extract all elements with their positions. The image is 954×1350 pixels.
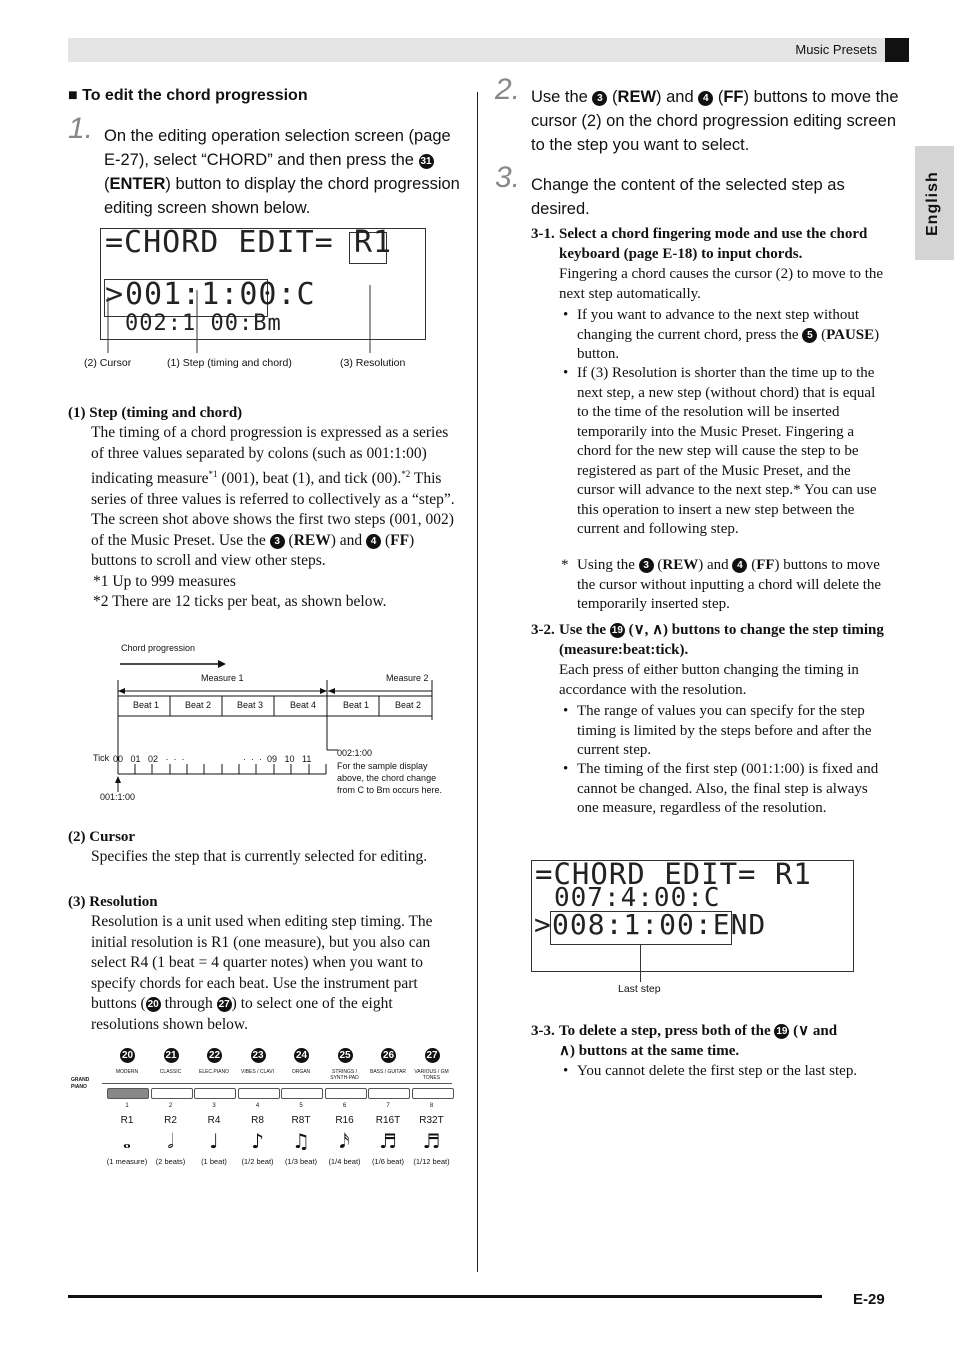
substep-3-3-title: To delete a step, press both of the 19 (∨ and ∧) buttons at the same time. [559, 1023, 838, 1059]
part-category-label: ORGAN [291, 1069, 311, 1075]
part-button-number-icon: 20 [121, 1050, 134, 1061]
part-button[interactable] [107, 1088, 149, 1099]
part-button-number-icon: 25 [339, 1050, 351, 1061]
note-icon: ♬ [422, 1129, 441, 1153]
resolution-value: R2 [164, 1115, 177, 1126]
item3-title: (3) Resolution [68, 894, 158, 910]
part-index-label: 4 [255, 1103, 260, 1109]
note-icon: ♩ [209, 1129, 219, 1153]
beat-label: Beat 2 [185, 700, 212, 710]
part-index-label: 8 [429, 1103, 434, 1109]
part-button[interactable] [412, 1088, 454, 1099]
part-button-number-icon: 24 [295, 1050, 308, 1061]
caption-resolution: (3) Resolution [340, 357, 406, 369]
resolution-value: R1 [120, 1115, 134, 1126]
chord-progression-label: Chord progression [121, 643, 196, 653]
beat-label: Beat 4 [290, 700, 317, 710]
note-icon: ♫ [292, 1129, 310, 1153]
beat-label: Beat 3 [237, 700, 264, 710]
substep-3-2-text: Each press of either button changing the timing in accordance with the resolution. [559, 662, 859, 698]
beat-label: Beat 1 [343, 700, 370, 710]
substep-number: 3-2. [531, 622, 555, 638]
resolution-description: (1 beat) [201, 1157, 227, 1166]
down-arrow-icon: ∨ [798, 1023, 810, 1039]
lcd2-cursor: > [534, 908, 552, 941]
language-tab-label: English [924, 171, 941, 236]
end-step-note: For the sample display above, the chord change from C to Bm occurs here. [337, 761, 443, 795]
enter-button-icon: 31 [420, 156, 432, 167]
step-number: 3. [495, 161, 521, 194]
up-arrow-icon: ∧ [559, 1043, 570, 1059]
substep-3-1-title: Select a chord fingering mode and use the chord keyboard (page E-18) to input chords. [559, 226, 868, 262]
rew-button-icon: 3 [592, 91, 607, 106]
part-button-number-icon: 27 [426, 1050, 438, 1061]
section-heading: ■ To edit the chord progression [68, 87, 308, 104]
item1-body: The timing of a chord progression is expressed as a series of three values separated by colons (such as 001:1:00) indicating measure$^{*1}$ (001), beat (1), and tick (00).$^{*2}$ This series of three values is referred to collectively as a “step”. The screen shot above shows the first two steps (001, 002) of the Music Preset. Use the 3 (REW) and 4 (FF) buttons to scroll and view other steps. *1 Up to 999 measures *2 There are 12 ticks per beat, as shown below. [91, 424, 455, 611]
down-arrow-icon: ∨ [633, 622, 645, 638]
resolution-value: R4 [207, 1115, 221, 1126]
rew-button-icon: 3 [639, 558, 654, 573]
part-category-label: MODERN [115, 1069, 139, 1075]
part-category-label: ELEC.PIANO [198, 1069, 229, 1075]
resolution-description: (2 beats) [155, 1157, 186, 1166]
lcd-resolution: R1 [354, 225, 393, 260]
footnote-1: *1 Up to 999 measures [93, 572, 236, 590]
footer-rule [68, 1295, 822, 1298]
panel-rule [102, 1083, 452, 1084]
lcd-cursor: > [105, 277, 125, 312]
part-category-label: CLASSIC [159, 1069, 182, 1075]
lcd-step2: 002:1 00:Bm [125, 311, 282, 336]
substep-3-1-text: Fingering a chord causes the cursor (2) to move to the next step automatically. [559, 266, 884, 302]
note-icon: ♪ [251, 1129, 264, 1153]
part-index-label: 3 [212, 1103, 216, 1109]
last-step-caption: Last step [618, 983, 661, 995]
measure1-label: Measure 1 [201, 673, 244, 683]
header-marker [885, 38, 909, 62]
lcd-title: =CHORD EDIT= [105, 225, 334, 260]
part-index-label: 5 [299, 1103, 303, 1109]
resolution-description: (1/3 beat) [284, 1157, 318, 1166]
tick-label: Tick [93, 753, 110, 763]
caption-step: (1) Step (timing and chord) [167, 357, 292, 369]
resolution-description: (1 measure) [106, 1157, 148, 1166]
caption-cursor: (2) Cursor [84, 357, 132, 369]
part-index-label: 6 [342, 1103, 347, 1109]
measure2-label: Measure 2 [386, 673, 429, 683]
step2-text: Use the 3 (REW) and 4 (FF) buttons to move the cursor (2) on the chord progression editing screen to the step you want to select. [531, 88, 899, 154]
beat-label: Beat 1 [133, 700, 160, 710]
language-tab [915, 146, 954, 260]
lcd-last-step [531, 857, 854, 972]
lcd1-leader-lines [90, 285, 430, 355]
step3-text: Change the content of the selected step as desired. [531, 176, 845, 218]
item1-title: (1) Step (timing and chord) [68, 405, 243, 421]
pause-button-icon: 5 [802, 328, 817, 343]
footnote-item: * Using the 3 (REW) and 4 (FF) buttons to move the cursor without inputting a chord will delete the temporarily inserted step. [561, 557, 882, 612]
ff-button-icon: 4 [698, 91, 713, 106]
part-button[interactable] [368, 1088, 410, 1099]
substep-3-2-title: Use the 19 (∨, ∧) buttons to change the step timing (measure:beat:tick). [559, 622, 884, 658]
note-icon: 𝅝 [123, 1129, 131, 1153]
up-arrow-icon: ∧ [652, 622, 664, 638]
lcd-step1: 001:1:00:C [125, 277, 316, 312]
column-divider [477, 92, 478, 1272]
note-icon: ♬ [379, 1129, 397, 1153]
lcd2-last-step: 008:1:00:END [552, 908, 767, 941]
bullet-item: • You cannot delete the first step or the last step. [563, 1063, 858, 1079]
part-button-number-icon: 22 [208, 1050, 221, 1061]
item2-body: Specifies the step that is currently selected for editing. [91, 848, 428, 865]
step-number: 1. [68, 112, 94, 145]
cursor-button-icon: 19 [776, 1026, 788, 1037]
bullet-item: • If you want to advance to the next step without changing the current chord, press the 5 (PAUSE) button. [563, 307, 880, 362]
part-button-icon: 27 [218, 999, 230, 1010]
header-bar [68, 38, 909, 62]
part-button-icon: 20 [147, 999, 159, 1010]
resolution-value: R16T [375, 1115, 401, 1126]
part-button[interactable] [325, 1088, 367, 1099]
resolution-value: R8 [251, 1115, 264, 1126]
resolution-panel [68, 1045, 458, 1175]
resolution-description: (1/4 beat) [328, 1157, 361, 1166]
part-button[interactable] [194, 1088, 236, 1099]
part-index-label: 1 [125, 1103, 129, 1109]
part-category-label: VIBES / CLAVI [241, 1069, 274, 1075]
footnote-2: *2 There are 12 ticks per beat, as shown below. [93, 593, 387, 611]
part-button-number-icon: 21 [165, 1050, 177, 1061]
tick-values-left: 00 01 02 · · · [113, 754, 185, 764]
resolution-value: R32T [419, 1115, 444, 1126]
part-category-label: VARIOUS / GM TONES [414, 1069, 449, 1081]
part-index-label: 7 [386, 1103, 390, 1109]
part-category-label: STRINGS / SYNTH-PAD [330, 1069, 359, 1081]
part-button[interactable] [238, 1088, 280, 1099]
resolution-value: R16 [335, 1115, 354, 1126]
page-number: E-29 [853, 1291, 885, 1308]
cursor-button-icon: 19 [611, 625, 623, 636]
beat-label: Beat 2 [395, 700, 422, 710]
start-step-label: 001:1:00 [100, 792, 136, 802]
last-step-leader [640, 944, 641, 982]
ff-button-icon: 4 [366, 534, 381, 549]
resolution-description: (1/6 beat) [371, 1157, 405, 1166]
part-category-label: BASS / GUITAR [369, 1069, 407, 1075]
part-button-number-icon: 23 [252, 1050, 264, 1061]
part-button[interactable] [151, 1088, 193, 1099]
tick-values-right: · · · 09 10 11 [243, 754, 312, 764]
ff-button-icon: 4 [732, 558, 747, 573]
resolution-description: (1/2 beat) [241, 1157, 274, 1166]
bullet-item: • If (3) Resolution is shorter than the time up to the next step, a new step (without chord) that is equal to the time of the resolution will be inserted temporarily into the Music Preset. Fingering a chord for the new step will cause the step to be registered as part of the Music Preset, and the cursor will advance to the next step.* You can use this operation to insert a new step between the current and following step. [563, 365, 877, 537]
part-button-number-icon: 26 [382, 1050, 395, 1061]
end-step-label: 002:1:00 [337, 748, 373, 758]
item2-title: (2) Cursor [68, 829, 136, 845]
substep-number: 3-1. [531, 226, 555, 242]
item3-body: Resolution is a unit used when editing step timing. The initial resolution is R1 (one measure), but you also can select R4 (1 beat = 4 quarter notes) when you want to specify chords for each beat. Use the instrument part buttons ( 20 through 27 ) to select one of the eight resolutions shown below. [91, 913, 433, 1033]
part-index-label: 2 [168, 1103, 173, 1109]
note-icon: 𝅗𝅥 [167, 1129, 174, 1153]
rew-button-icon: 3 [270, 534, 285, 549]
resolution-description: (1/12 beat) [413, 1157, 450, 1166]
lcd2-title: =CHORD EDIT= R1 [535, 857, 812, 891]
note-icon: 𝅘𝅥𝅯 [339, 1129, 350, 1153]
step-number: 2. [495, 73, 521, 106]
lcd2-prev-step: 007:4:00:C [554, 883, 721, 913]
step1-text: On the editing operation selection screen (page E-27), select “CHORD” and then press the 31 (ENTER) button to display the chord progression editing screen shown below. [104, 127, 460, 217]
substep-number: 3-3. [531, 1023, 555, 1039]
part-button[interactable] [281, 1088, 323, 1099]
section-title: Music Presets [795, 42, 877, 57]
grand-piano-label: GRAND PIANO [71, 1077, 90, 1090]
bullet-item: • The range of values you can specify for the step timing is limited by the steps before and after the current step. [563, 703, 872, 758]
resolution-value: R8T [291, 1115, 311, 1126]
bullet-item: • The timing of the first step (001:1:00) is fixed and cannot be changed. Also, the final step is always one measure, regardless of the resolution. [563, 761, 879, 816]
